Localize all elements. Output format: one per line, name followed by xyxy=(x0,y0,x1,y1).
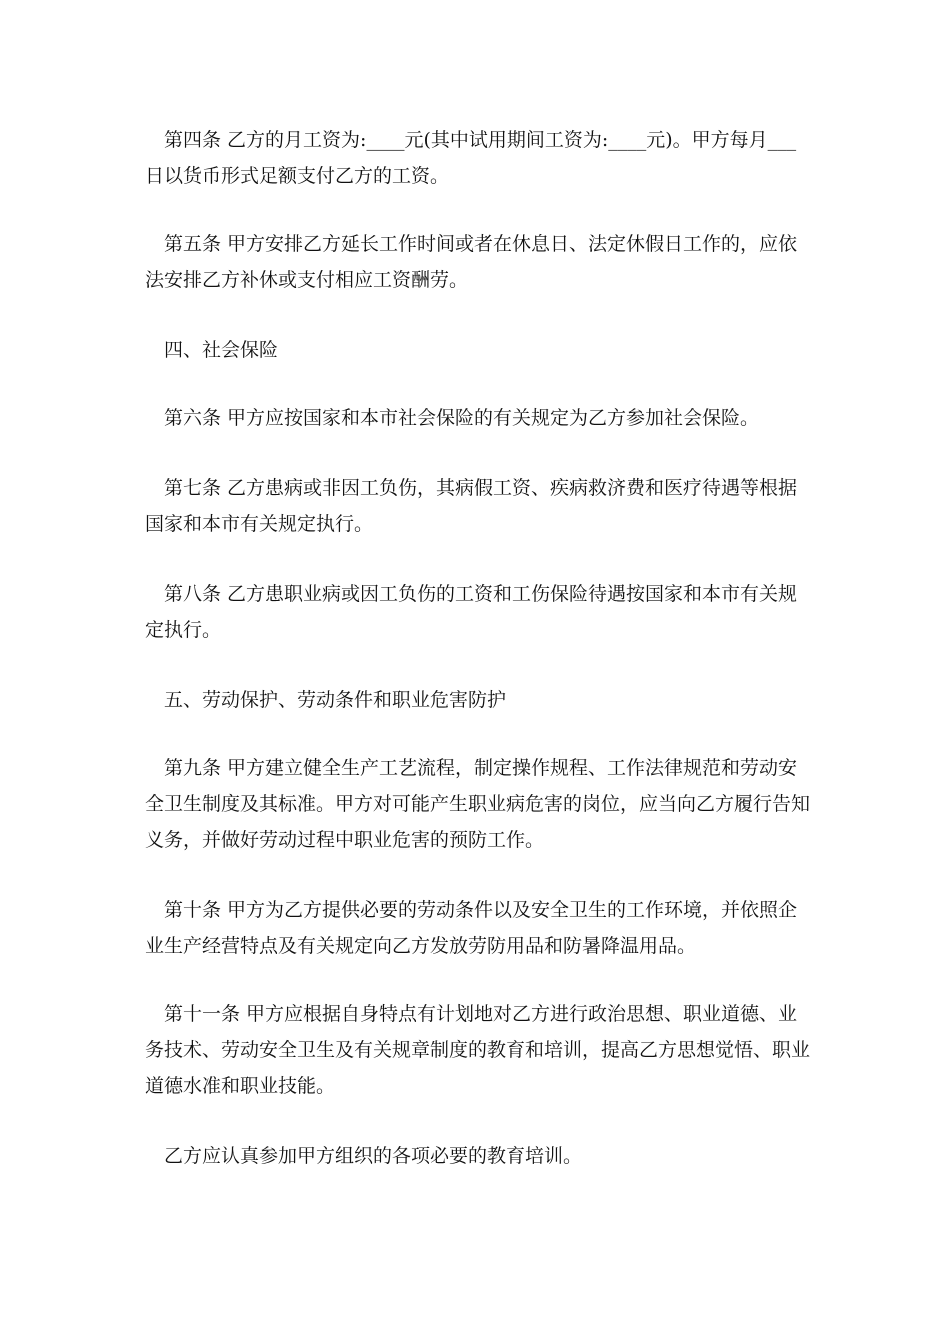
article-8-paragraph: 第八条 乙方患职业病或因工负伤的工资和工伤保险待遇按国家和本市有关规定执行。 xyxy=(145,583,798,641)
article-4-paragraph: 第四条 乙方的月工资为:____元(其中试用期间工资为:____元)。甲方每月___日以货币形式足额支付乙方的工资。 xyxy=(145,129,797,187)
article-7-paragraph: 第七条 乙方患病或非因工负伤，其病假工资、疾病救济费和医疗待遇等根据国家和本市有关规定执行。 xyxy=(145,477,798,535)
training-paragraph: 乙方应认真参加甲方组织的各项必要的教育培训。 xyxy=(164,1145,583,1167)
article-6-paragraph: 第六条 甲方应按国家和本市社会保险的有关规定为乙方参加社会保险。 xyxy=(164,407,760,429)
article-11-paragraph: 第十一条 甲方应根据自身特点有计划地对乙方进行政治思想、职业道德、业务技术、劳动安全卫生及有关规章制度的教育和培训，提高乙方思想觉悟、职业道德水准和职业技能。 xyxy=(145,1003,811,1097)
article-9-paragraph: 第九条 甲方建立健全生产工艺流程，制定操作规程、工作法律规范和劳动安全卫生制度及其标准。甲方对可能产生职业病危害的岗位，应当向乙方履行告知义务，并做好劳动过程中职业危害的预防工作。 xyxy=(145,757,811,851)
section-5-heading: 五、劳动保护、劳动条件和职业危害防护 xyxy=(164,689,507,711)
article-10-paragraph: 第十条 甲方为乙方提供必要的劳动条件以及安全卫生的工作环境，并依照企业生产经营特点及有关规定向乙方发放劳防用品和防暑降温用品。 xyxy=(145,899,798,957)
section-4-heading: 四、社会保险 xyxy=(164,339,279,361)
article-5-paragraph: 第五条 甲方安排乙方延长工作时间或者在休息日、法定休假日工作的，应依法安排乙方补休或支付相应工资酬劳。 xyxy=(145,233,798,291)
